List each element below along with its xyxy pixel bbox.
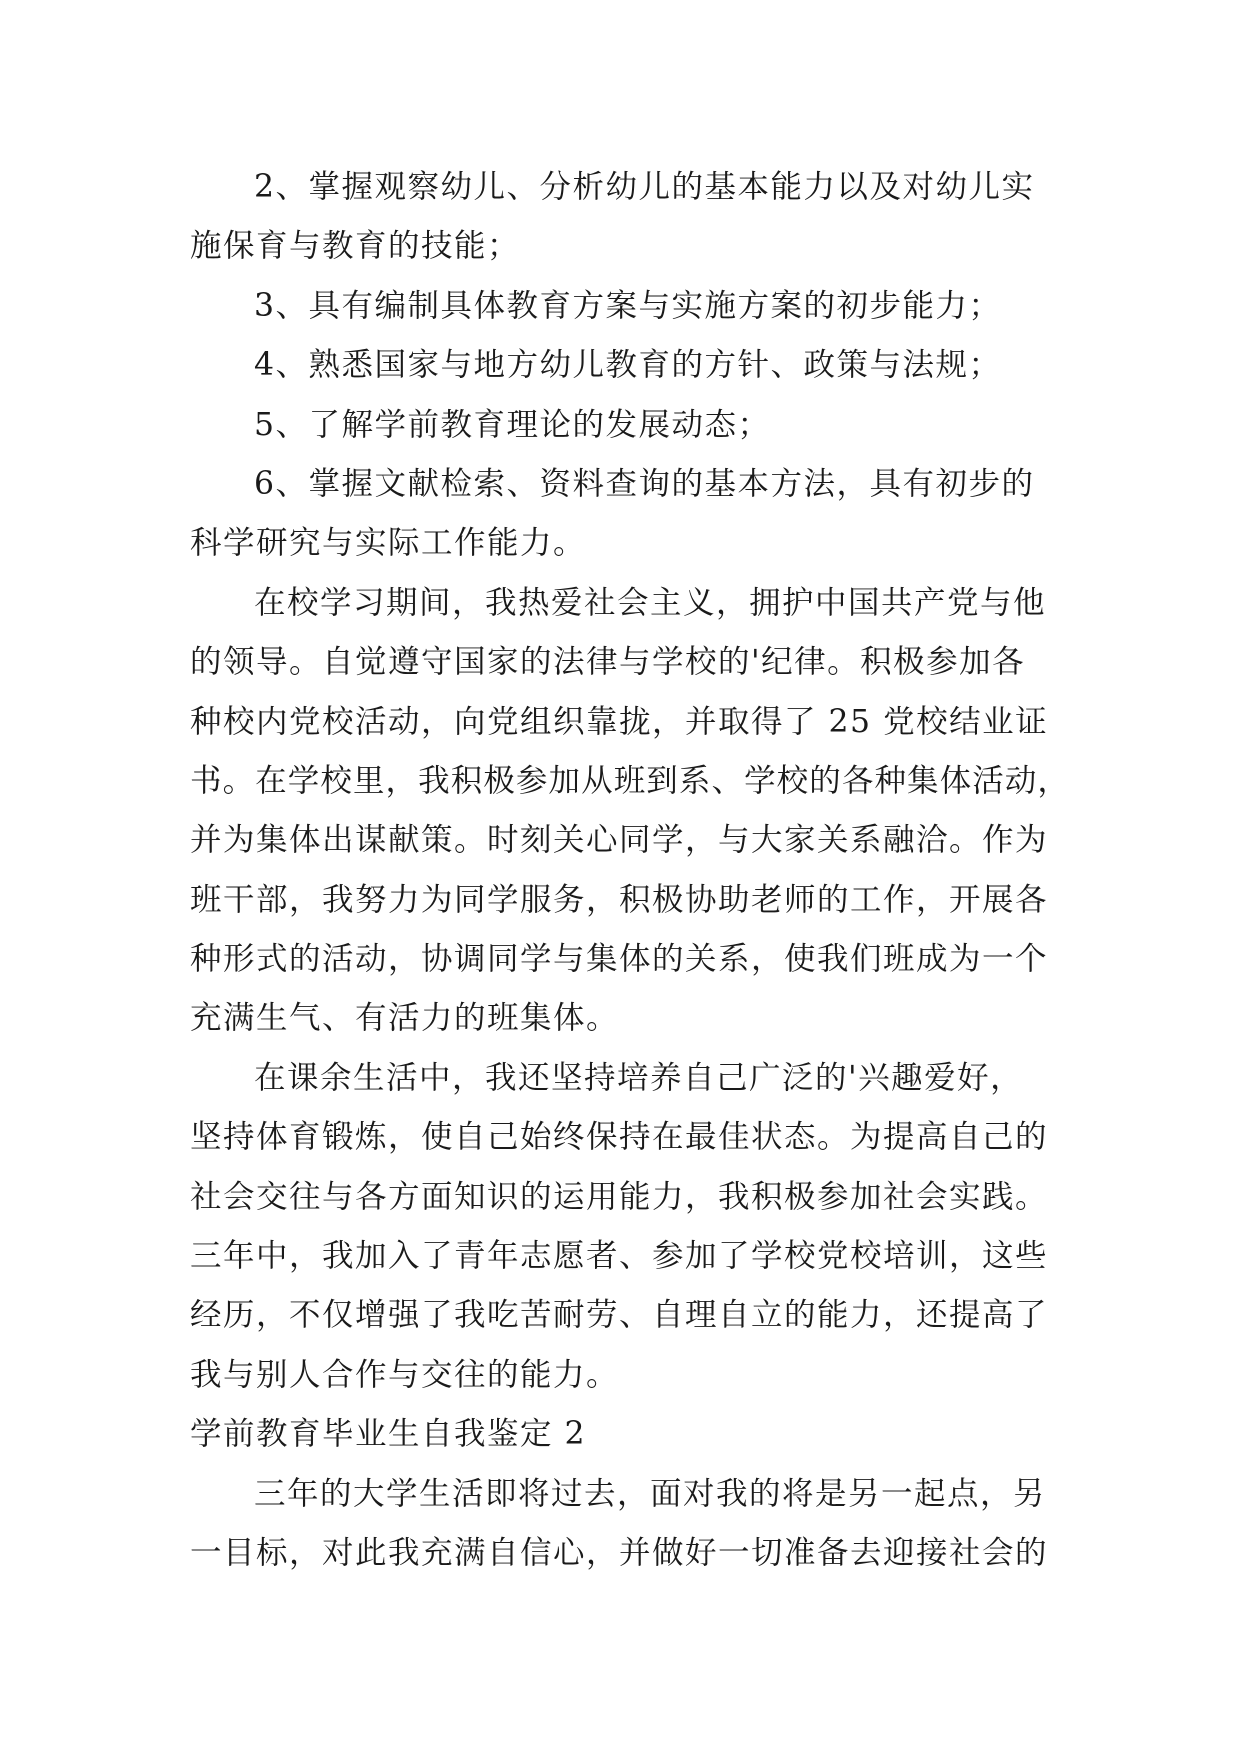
text-line: 种校内党校活动，向党组织靠拢，并取得了 25 党校结业证: [190, 703, 1049, 740]
text-line: 种形式的活动，协调同学与集体的关系，使我们班成为一个: [190, 941, 1049, 978]
text-line: 经历，不仅增强了我吃苦耐劳、自理自立的能力，还提高了: [190, 1297, 1049, 1334]
text-line: 的领导。自觉遵守国家的法律与学校的'纪律。积极参加各: [190, 644, 1026, 681]
text-line: 社会交往与各方面知识的运用能力，我积极参加社会实践。: [190, 1178, 1049, 1215]
text-line: 在校学习期间，我热爱社会主义，拥护中国共产党与他: [254, 584, 1047, 621]
text-line: 书。在学校里，我积极参加从班到系、学校的各种集体活动，: [190, 762, 1071, 799]
text-line: 坚持体育锻炼，使自己始终保持在最佳状态。为提高自己的: [190, 1119, 1049, 1156]
text-line: 科学研究与实际工作能力。: [190, 525, 587, 562]
text-line: 在课余生活中，我还坚持培养自己广泛的'兴趣爱好，: [254, 1059, 1024, 1096]
text-line: 班干部，我努力为同学服务，积极协助老师的工作，开展各: [190, 881, 1049, 918]
text-line: 充满生气、有活力的班集体。: [190, 1000, 620, 1037]
text-line: 5、了解学前教育理论的发展动态；: [254, 406, 771, 443]
text-line: 学前教育毕业生自我鉴定 2: [190, 1416, 587, 1453]
document-body: [190, 158, 1070, 1583]
text-line: 3、具有编制具体教育方案与实施方案的初步能力；: [254, 287, 1002, 324]
text-line: 6、掌握文献检索、资料查询的基本方法，具有初步的: [254, 465, 1035, 502]
text-line: 一目标，对此我充满自信心，并做好一切准备去迎接社会的: [190, 1534, 1049, 1571]
text-line: 施保育与教育的技能；: [190, 228, 521, 265]
text-line: 我与别人合作与交往的能力。: [190, 1356, 620, 1393]
text-line: 三年的大学生活即将过去，面对我的将是另一起点，另: [254, 1475, 1047, 1512]
text-line: 2、掌握观察幼儿、分析幼儿的基本能力以及对幼儿实: [254, 169, 1035, 205]
text-line: 4、熟悉国家与地方幼儿教育的方针、政策与法规；: [254, 347, 1002, 384]
text-line: 三年中，我加入了青年志愿者、参加了学校党校培训，这些: [190, 1238, 1049, 1275]
text-line: 并为集体出谋献策。时刻关心同学，与大家关系融洽。作为: [190, 822, 1049, 859]
